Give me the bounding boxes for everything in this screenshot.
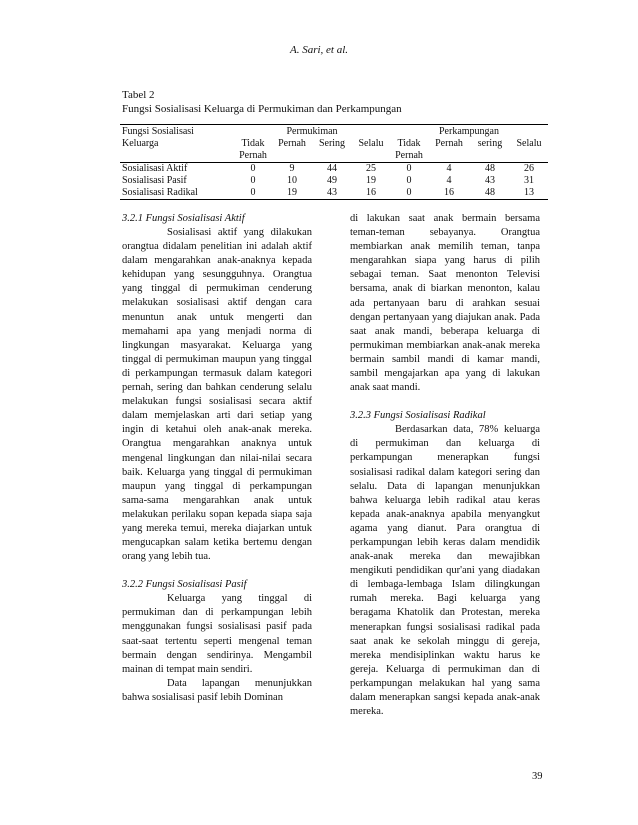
table-row-label: Sosialisasi Aktif <box>122 163 188 174</box>
table-subhead: Pernah <box>234 150 272 163</box>
table-cell: 16 <box>428 187 470 200</box>
paragraph-radikal: Berdasarkan data, 78% keluarga di permukiman dan keluarga di perkampungan menerapkan fungsi sosialisasi radikal dalam kategori sering dan selalu. Data di lapangan menunjukkan bahwa keluarga lebih radikal atau keras kepada anak-anaknya apabila menyangkut agama yang dianut. Para orangtua di perkampungan lebih keras dalam mendidik anak-anak mereka dan mewajibkan mengikuti pendidikan qur'ani yang diadakan di lembaga-lembaga Islam dilingkungan rumah mereka. Bagi keluarga yang beragama Khatolik dan Protestan, mereka menerapkan fungsi sosialisasi radikal pada saat anak ke sekolah minggu di gereja, mereka mendisiplinkan waktu harus ke gereja. Keluarga di permukiman dan di perkampungan melakukan hal yang sama dalam menerapkan sangsi kepada anak-anak mereka. <box>350 424 540 718</box>
table-cell: 0 <box>406 175 412 186</box>
table-cell: 43 <box>485 175 495 186</box>
table-cell: 4 <box>446 175 452 186</box>
table-cell: 16 <box>352 187 390 200</box>
table-cell: 19 <box>272 187 312 200</box>
table-cell: 4 <box>446 163 452 174</box>
table-title <box>122 88 402 116</box>
paragraph-pasif-continued: di lakukan saat anak bermain bersama teman-teman sebayanya. Orangtua membiarkan anak memilih teman, tanpa mengarahkan siapa yang harus di pilih sebagai teman. Saat menonton Televisi bersama, anak di biarkan menonton, kalau ada pertanyaan baru di arahkan sesuai dengan pertanyaan yang diajukan anak. Pada saat anak mandi, beberapa keluarga di permukiman membiarkan anak-anak mereka bermain sambil mandi di kamar mandi, sambil mengajarkan apa yang di lakukan anak saat mandi. <box>350 213 540 394</box>
table-cell: 0 <box>234 187 272 200</box>
section-heading-radikal: 3.2.3 Fungsi Sosialisasi Radikal <box>350 410 486 422</box>
table-group-perkampungan: Perkampungan <box>390 125 548 139</box>
paragraph-pasif: Keluarga yang tinggal di permukiman dan di perkampungan lebih menggunakan fungsi sosialisasi pasif pada saat-saat tertentu seperti mengenal teman bermain dengan sendirinya. Mengambil mainan di tempat main sendiri. <box>122 593 312 675</box>
table-cell: 26 <box>524 163 534 174</box>
left-column <box>122 212 312 705</box>
table-subhead: Tidak <box>397 138 421 149</box>
table-cell: 10 <box>287 175 297 186</box>
table-subhead: Pernah <box>435 138 463 149</box>
table-row <box>120 175 548 187</box>
table-label: Tabel 2 <box>122 89 155 101</box>
table-row-label: Sosialisasi Radikal <box>120 187 234 200</box>
table-cell: 0 <box>390 187 428 200</box>
table-cell: 31 <box>524 175 534 186</box>
table-cell: 0 <box>250 175 256 186</box>
section-heading-pasif: 3.2.2 Fungsi Sosialisasi Pasif <box>122 579 247 591</box>
table-subhead: Selalu <box>358 138 384 149</box>
table-cell: 48 <box>485 163 495 174</box>
table-subheader-row <box>120 138 548 150</box>
table-subhead: Sering <box>318 138 346 149</box>
running-header: A. Sari, et al. <box>289 44 349 56</box>
table-cell: 49 <box>327 175 337 186</box>
paragraph-aktif: Sosialisasi aktif yang dilakukan orangtua didalam penelitian ini adalah aktif dalam mengarahkan anak-anaknya kepada kehidupan yang sesungguhnya. Orangtua yang tinggal di permukiman cenderung melakukan sosialisasi aktif dengan cara menuntun anak untuk mengerti dan memahami apa yang menjadi norma di lingkungan masyarakat. Keluarga yang tinggal di permukiman maupun yang tinggal di perkampungan termasuk dalam kategori pernah, sering dan bahkan cenderung selalu melakukan fungsi sosialisasi secara aktif dalam memjelaskan arti dari setiap yang ingin di ketahui oleh anak-anak mereka. Orangtua mengarahkan anaknya untuk mengenal lingkungan dan nilai-nilai secara baik. Keluarga yang tinggal di permukiman maupun yang tinggal di perkampungan sama-sama mengarahkan anak untuk melakukan perilaku sopan kepada siapa saja yang mereka temui, mereka diajarkan untuk mengucapkan salam ketika bertemu dengan orang yang lebih tua. <box>122 227 312 563</box>
table-cell: 9 <box>289 163 295 174</box>
table-row <box>120 163 548 176</box>
table-cell: 0 <box>250 163 256 174</box>
table-subhead: Selalu <box>516 138 542 149</box>
right-column <box>350 212 540 719</box>
table-cell: 0 <box>406 163 412 174</box>
table-row <box>120 187 548 200</box>
table-cell: 19 <box>366 175 376 186</box>
table-cell: 44 <box>327 163 337 174</box>
table-subheader-row-2 <box>120 150 548 163</box>
table-subhead: Pernah <box>278 138 306 149</box>
page-number: 39 <box>532 771 543 782</box>
section-heading-aktif: 3.2.1 Fungsi Sosialisasi Aktif <box>122 213 245 224</box>
table-row-label: Sosialisasi Pasif <box>122 175 187 186</box>
table-group-header-row <box>120 125 548 139</box>
table-caption: Fungsi Sosialisasi Keluarga di Permukiman dan Perkampungan <box>122 103 402 115</box>
table-group-permukiman: Permukiman <box>234 125 390 139</box>
table-cell: 43 <box>312 187 352 200</box>
table-subhead: Pernah <box>390 150 428 163</box>
table-head-col1-line2: Keluarga <box>122 138 159 149</box>
table-head-col1: Fungsi Sosialisasi <box>120 125 234 139</box>
table-cell: 13 <box>510 187 548 200</box>
table-cell: 48 <box>470 187 510 200</box>
table-cell: 25 <box>366 163 376 174</box>
table-subhead: Tidak <box>241 138 265 149</box>
table-subhead: sering <box>477 138 503 149</box>
socialization-table <box>120 124 548 200</box>
paragraph-data-lapangan: Data lapangan menunjukkan bahwa sosialisasi pasif lebih Dominan <box>122 677 312 703</box>
